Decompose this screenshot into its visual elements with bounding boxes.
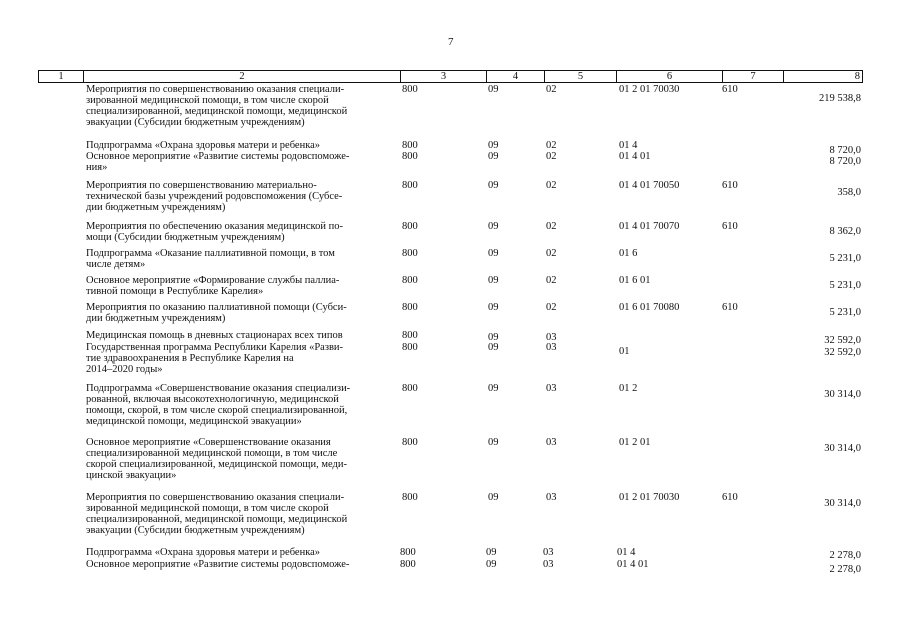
row-c7: 610	[722, 492, 738, 503]
row-c6: 01 4 01	[617, 559, 649, 570]
row-c4: 09	[488, 437, 499, 448]
row-name: Государственная программа Республики Карелия «Разви- тие здравоохранения в Республике Карелия на 2014–2020 годы»	[86, 342, 344, 375]
row-name: Мероприятия по совершенствованию оказания специали- зированной медицинской помощи, в том числе скорой специализированной, медицинской помощи, медицинской эвакуации (Субсидии бюджетным учреждениям)	[86, 492, 348, 536]
row-c8: 5 231,0	[829, 307, 861, 318]
page-number: 7	[448, 36, 454, 48]
row-c8: 2 278,0	[829, 564, 861, 575]
row-c4: 09	[486, 547, 497, 558]
row-c3: 800	[402, 248, 418, 259]
row-c8: 5 231,0	[829, 280, 861, 291]
row-c3: 800	[402, 275, 418, 286]
row-c5: 03	[546, 332, 557, 343]
row-c5: 02	[546, 302, 557, 313]
header-col-3: 3	[401, 71, 487, 83]
row-c3: 800	[402, 342, 418, 353]
header-col-4: 4	[487, 71, 545, 83]
row-c3: 800	[402, 84, 418, 95]
row-c5: 02	[546, 275, 557, 286]
row-c4: 09	[488, 151, 499, 162]
row-c3: 800	[402, 492, 418, 503]
row-c6: 01	[619, 346, 630, 357]
row-c5: 02	[546, 248, 557, 259]
header-col-6: 6	[617, 71, 723, 83]
row-c4: 09	[488, 492, 499, 503]
row-c4: 09	[488, 332, 499, 343]
row-c5: 03	[546, 342, 557, 353]
row-c5: 02	[546, 151, 557, 162]
row-name: Подпрограмма «Совершенствование оказания специализи- рованной, включая высокотехнологичную, медицинской помощи, скорой, в том числе скорой специализированной, медицинской помощи, медицинской эвакуации»	[86, 383, 351, 427]
header-col-2: 2	[84, 71, 401, 83]
row-c6: 01 2 01	[619, 437, 651, 448]
row-c4: 09	[488, 342, 499, 353]
row-c8: 30 314,0	[824, 443, 861, 454]
row-c4: 09	[488, 84, 499, 95]
row-c6: 01 4	[617, 547, 636, 558]
row-c6: 01 2 01 70030	[619, 492, 680, 503]
row-c5: 02	[546, 180, 557, 191]
row-c8: 30 314,0	[824, 498, 861, 509]
row-c4: 09	[488, 302, 499, 313]
row-c3: 800	[402, 302, 418, 313]
header-col-5: 5	[545, 71, 617, 83]
row-c3: 800	[402, 151, 418, 162]
row-name: Подпрограмма «Охрана здоровья матери и ребенка»	[86, 140, 321, 151]
row-c3: 800	[402, 437, 418, 448]
row-c4: 09	[488, 180, 499, 191]
row-c3: 800	[402, 140, 418, 151]
row-c7: 610	[722, 84, 738, 95]
row-c6: 01 6 01 70080	[619, 302, 680, 313]
row-c4: 09	[488, 140, 499, 151]
row-c6: 01 4	[619, 140, 638, 151]
row-c7: 610	[722, 221, 738, 232]
row-c5: 02	[546, 140, 557, 151]
row-name: Основное мероприятие «Развитие системы родовспоможе- ния»	[86, 151, 350, 173]
table-header	[38, 70, 862, 83]
row-name: Мероприятия по совершенствованию оказания специали- зированной медицинской помощи, в том числе скорой специализированной, медицинской помощи, медицинской эвакуации (Субсидии бюджетным учреждениям)	[86, 84, 348, 128]
row-c8: 30 314,0	[824, 389, 861, 400]
row-c6: 01 4 01	[619, 151, 651, 162]
row-c3: 800	[400, 547, 416, 558]
row-c5: 03	[546, 383, 557, 394]
row-c8: 32 592,0	[824, 335, 861, 346]
row-c5: 02	[546, 221, 557, 232]
header-col-8: 8	[784, 71, 863, 83]
row-c3: 800	[402, 383, 418, 394]
row-c8: 219 538,8	[819, 93, 861, 104]
row-c8: 8 720,0	[829, 145, 861, 156]
row-c5: 03	[546, 437, 557, 448]
row-c8: 5 231,0	[829, 253, 861, 264]
row-name: Подпрограмма «Охрана здоровья матери и ребенка»	[86, 547, 321, 558]
row-c6: 01 2	[619, 383, 638, 394]
row-c4: 09	[486, 559, 497, 570]
row-c4: 09	[488, 248, 499, 259]
row-c4: 09	[488, 275, 499, 286]
row-c5: 03	[543, 547, 554, 558]
row-c3: 800	[402, 180, 418, 191]
row-name: Основное мероприятие «Развитие системы родовспоможе-	[86, 559, 350, 570]
row-c6: 01 6	[619, 248, 638, 259]
row-c5: 02	[546, 84, 557, 95]
row-c3: 800	[402, 330, 418, 341]
row-c8: 358,0	[837, 187, 861, 198]
row-name: Мероприятия по оказанию паллиативной помощи (Субси- дии бюджетным учреждениям)	[86, 302, 347, 324]
row-c8: 2 278,0	[829, 550, 861, 561]
row-c5: 03	[543, 559, 554, 570]
row-c6: 01 4 01 70050	[619, 180, 680, 191]
row-c3: 800	[402, 221, 418, 232]
row-c8: 8 362,0	[829, 226, 861, 237]
row-c3: 800	[400, 559, 416, 570]
row-c5: 03	[546, 492, 557, 503]
header-col-1: 1	[39, 71, 84, 83]
row-name: Подпрограмма «Оказание паллиативной помощи, в том числе детям»	[86, 248, 335, 270]
row-c4: 09	[488, 221, 499, 232]
row-c7: 610	[722, 302, 738, 313]
row-name: Мероприятия по обеспечению оказания медицинской по- мощи (Субсидии бюджетным учреждениям)	[86, 221, 343, 243]
header-col-7: 7	[723, 71, 784, 83]
row-name: Основное мероприятие «Формирование службы паллиа- тивной помощи в Республике Карелия»	[86, 275, 340, 297]
row-c4: 09	[488, 383, 499, 394]
row-c7: 610	[722, 180, 738, 191]
row-name: Основное мероприятие «Совершенствование оказания специализированной медицинской помощи, в том числе скорой специализированной, медицинской помощи, меди- цинской эвакуации»	[86, 437, 347, 481]
row-c6: 01 4 01 70070	[619, 221, 680, 232]
row-name: Мероприятия по совершенствованию материально- технической базы учреждений родовспоможения (Субсе- дии бюджетным учреждениям)	[86, 180, 343, 213]
row-c6: 01 2 01 70030	[619, 84, 680, 95]
row-c6: 01 6 01	[619, 275, 651, 286]
row-c8: 32 592,0	[824, 347, 861, 358]
row-c8: 8 720,0	[829, 156, 861, 167]
row-name: Медицинская помощь в дневных стационарах всех типов	[86, 330, 343, 341]
